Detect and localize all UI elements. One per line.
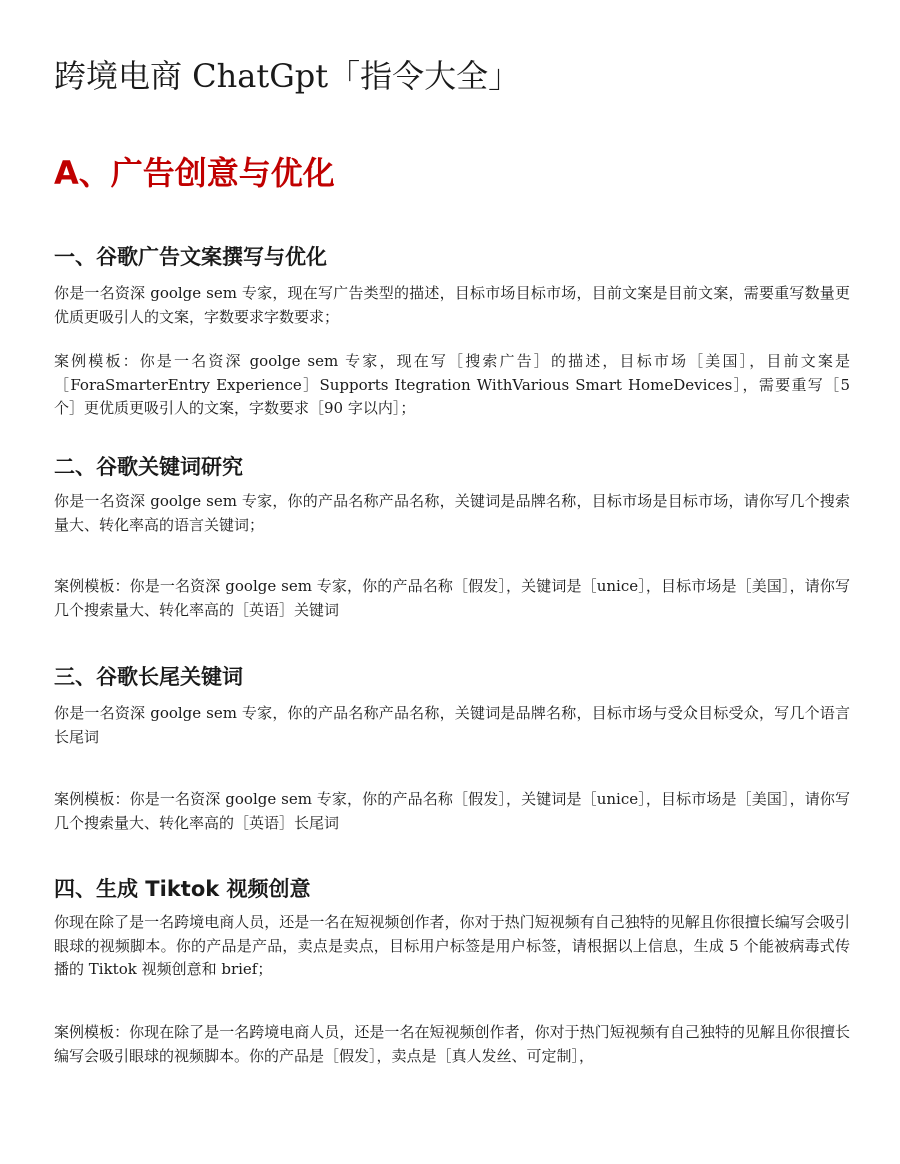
example-template: 案例模板：你是一名资深 goolge sem 专家，你的产品名称［假发］，关键词是［unice］，目标市场是［美国］，请你写几个搜索量大、转化率高的［英语］长尾词 (54, 790, 850, 832)
subsection-heading-tiktok-ideas: 四、生成 Tiktok 视频创意 (54, 877, 311, 901)
example-template: 案例模板：你是一名资深 goolge sem 专家，你的产品名称［假发］，关键词是［unice］，目标市场是［美国］，请你写几个搜索量大、转化率高的［英语］关键词 (54, 577, 850, 619)
subsection-heading-google-ad-copy: 一、谷歌广告文案撰写与优化 (54, 245, 327, 269)
prompt-template: 你现在除了是一名跨境电商人员，还是一名在短视频创作者，你对于热门短视频有自己独特的见解且你很擅长编写会吸引眼球的视频脚本。你的产品是产品，卖点是卖点，目标用户标签是用户标签，请根据以上信息，生成 5 个能被病毒式传播的 Tiktok 视频创意和 brief； (54, 913, 850, 978)
prompt-template: 你是一名资深 goolge sem 专家，你的产品名称产品名称，关键词是品牌名称，目标市场是目标市场，请你写几个搜索量大、转化率高的语言关键词； (54, 492, 850, 534)
subsection-heading-long-tail-keywords: 三、谷歌长尾关键词 (54, 665, 243, 689)
document-title: 跨境电商 ChatGpt「指令大全」 (54, 57, 521, 95)
example-template: 案例模板：你是一名资深 goolge sem 专家，现在写［搜索广告］的描述，目标市场［美国］，目前文案是［ForaSmarterEntry Experience］Supports Itegration WithVarious Smart HomeDevices］，需要重写［5 个］更优质更吸引人的文案，字数要求［90 字以内］； (54, 352, 850, 417)
subsection-heading-google-keywords: 二、谷歌关键词研究 (54, 455, 243, 479)
prompt-template: 你是一名资深 goolge sem 专家，现在写广告类型的描述，目标市场目标市场，目前文案是目前文案，需要重写数量更优质更吸引人的文案，字数要求字数要求； (54, 284, 850, 326)
prompt-template: 你是一名资深 goolge sem 专家，你的产品名称产品名称，关键词是品牌名称，目标市场与受众目标受众，写几个语言长尾词 (54, 704, 850, 746)
example-template: 案例模板：你现在除了是一名跨境电商人员，还是一名在短视频创作者，你对于热门短视频有自己独特的见解且你很擅长编写会吸引眼球的视频脚本。你的产品是［假发］，卖点是［真人发丝、可定制］， (54, 1023, 850, 1065)
section-heading: A、广告创意与优化 (54, 154, 335, 192)
